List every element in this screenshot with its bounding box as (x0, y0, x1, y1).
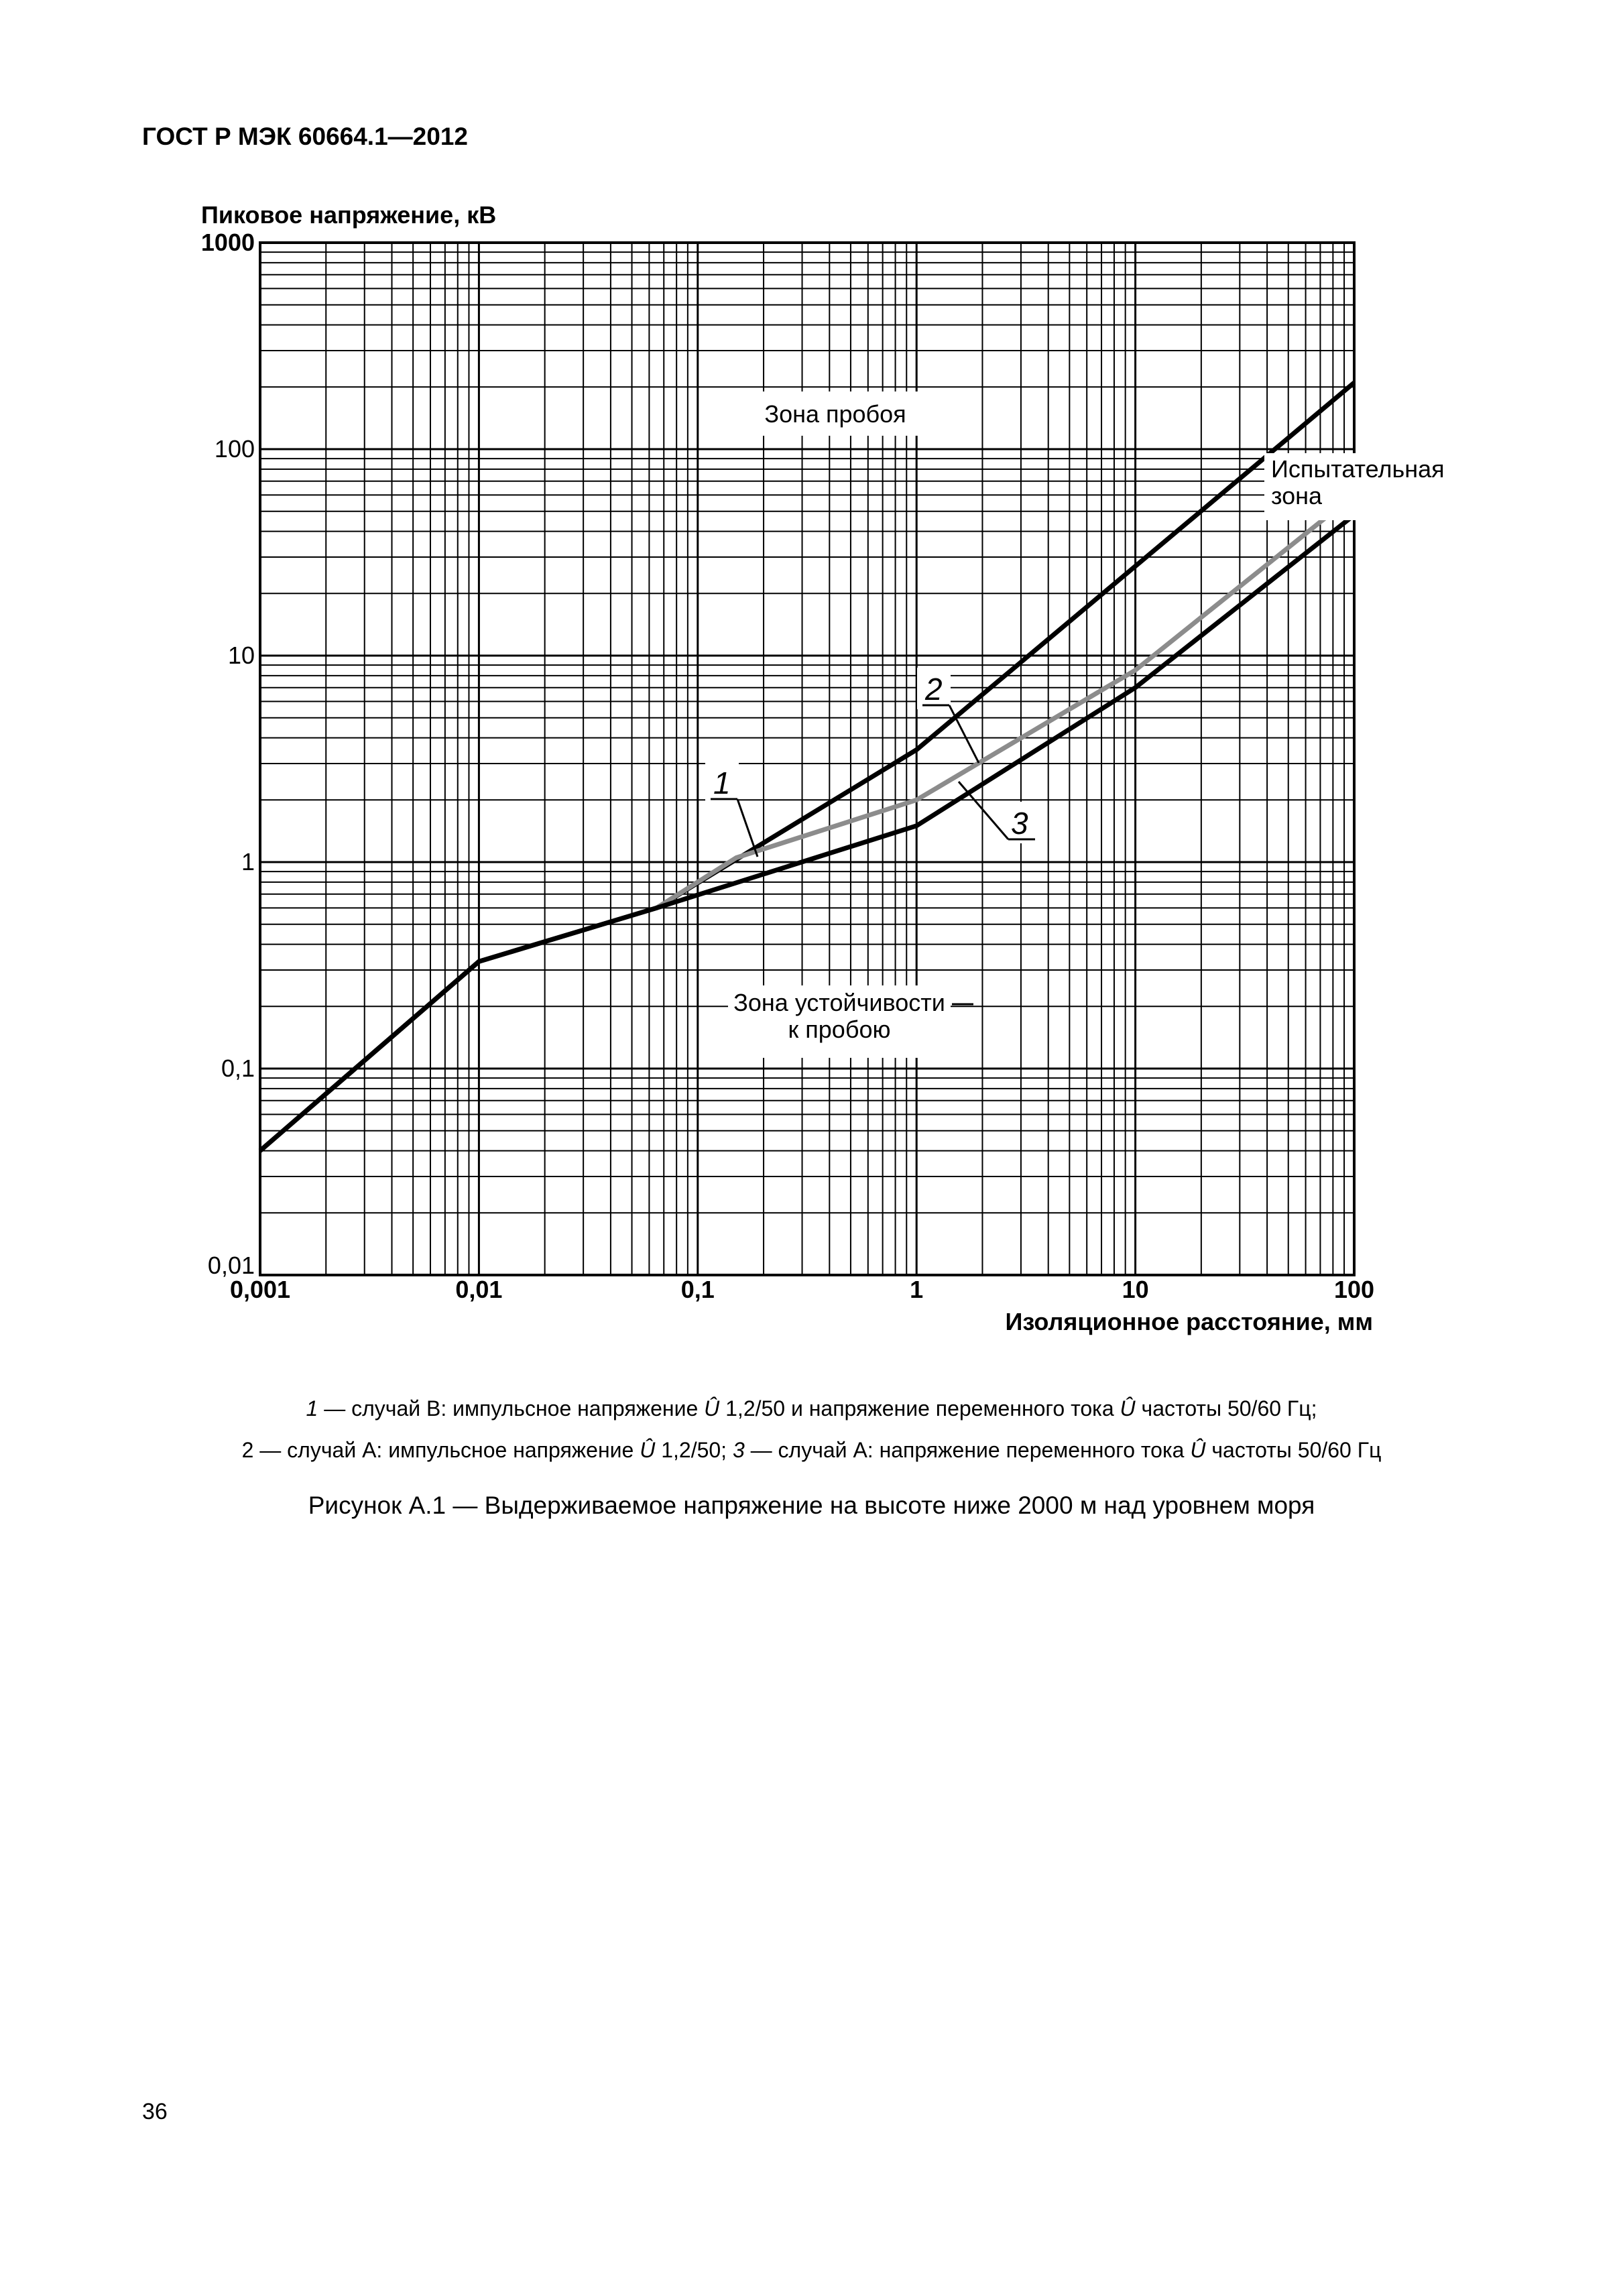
x-tick-label: 10 (1122, 1276, 1149, 1303)
page-number: 36 (142, 2099, 168, 2124)
y-tick-label: 10 (227, 642, 255, 669)
chart-axis-text (201, 201, 1374, 1335)
y-tick-label: 1 (241, 848, 255, 875)
legend-note-2: 2 — случай А: импульсное напряжение Û 1,2/50; 3 — случай А: напряжение переменного тока Û частоты 50/60 Гц (241, 1438, 1382, 1462)
legend-note-1: 1 — случай B: импульсное напряжение Û 1,2/50 и напряжение переменного тока Û частоты 50/60 Гц; (306, 1396, 1317, 1421)
y-tick-label: 1000 (200, 229, 255, 256)
x-tick-label: 100 (1333, 1276, 1375, 1303)
legend-note-3-number: 3 (732, 1438, 745, 1462)
y-axis-label: Пиковое напряжение, кВ (201, 201, 497, 229)
y-tick-label: 0,1 (221, 1054, 255, 1082)
zone-label-breakdown: Зона пробоя (764, 400, 906, 428)
x-tick-label: 0,01 (455, 1276, 503, 1303)
chart-annotations (705, 391, 1465, 1058)
zone-label-withstand: к пробою (788, 1016, 891, 1043)
document-header: ГОСТ Р МЭК 60664.1—2012 (142, 123, 468, 150)
figure-caption: Рисунок А.1 — Выдерживаемое напряжение на высоте ниже 2000 м над уровнем моря (308, 1492, 1315, 1519)
y-tick-label: 100 (214, 435, 255, 463)
legend-note-1-number: 1 (306, 1396, 318, 1421)
series-2-leader-line (949, 705, 979, 763)
x-tick-label: 0,001 (229, 1276, 291, 1303)
series-1-label: 1 (713, 766, 731, 800)
series-3-leader-line (959, 782, 1008, 839)
series-1-leader-line (737, 799, 758, 857)
x-tick-label: 0,1 (680, 1276, 715, 1303)
x-axis-label: Изоляционное расстояние, мм (1005, 1308, 1373, 1335)
x-tick-label: 1 (910, 1276, 924, 1303)
legend-note-2-number: 2 (241, 1438, 254, 1462)
series-3-label: 3 (1011, 806, 1028, 841)
y-tick-label: 0,01 (207, 1252, 255, 1279)
zone-label-withstand: Зона устойчивости (733, 989, 945, 1016)
series-2-label: 2 (925, 672, 943, 707)
zone-label-test: зона (1271, 482, 1323, 509)
zone-label-test: Испытательная (1271, 455, 1445, 483)
